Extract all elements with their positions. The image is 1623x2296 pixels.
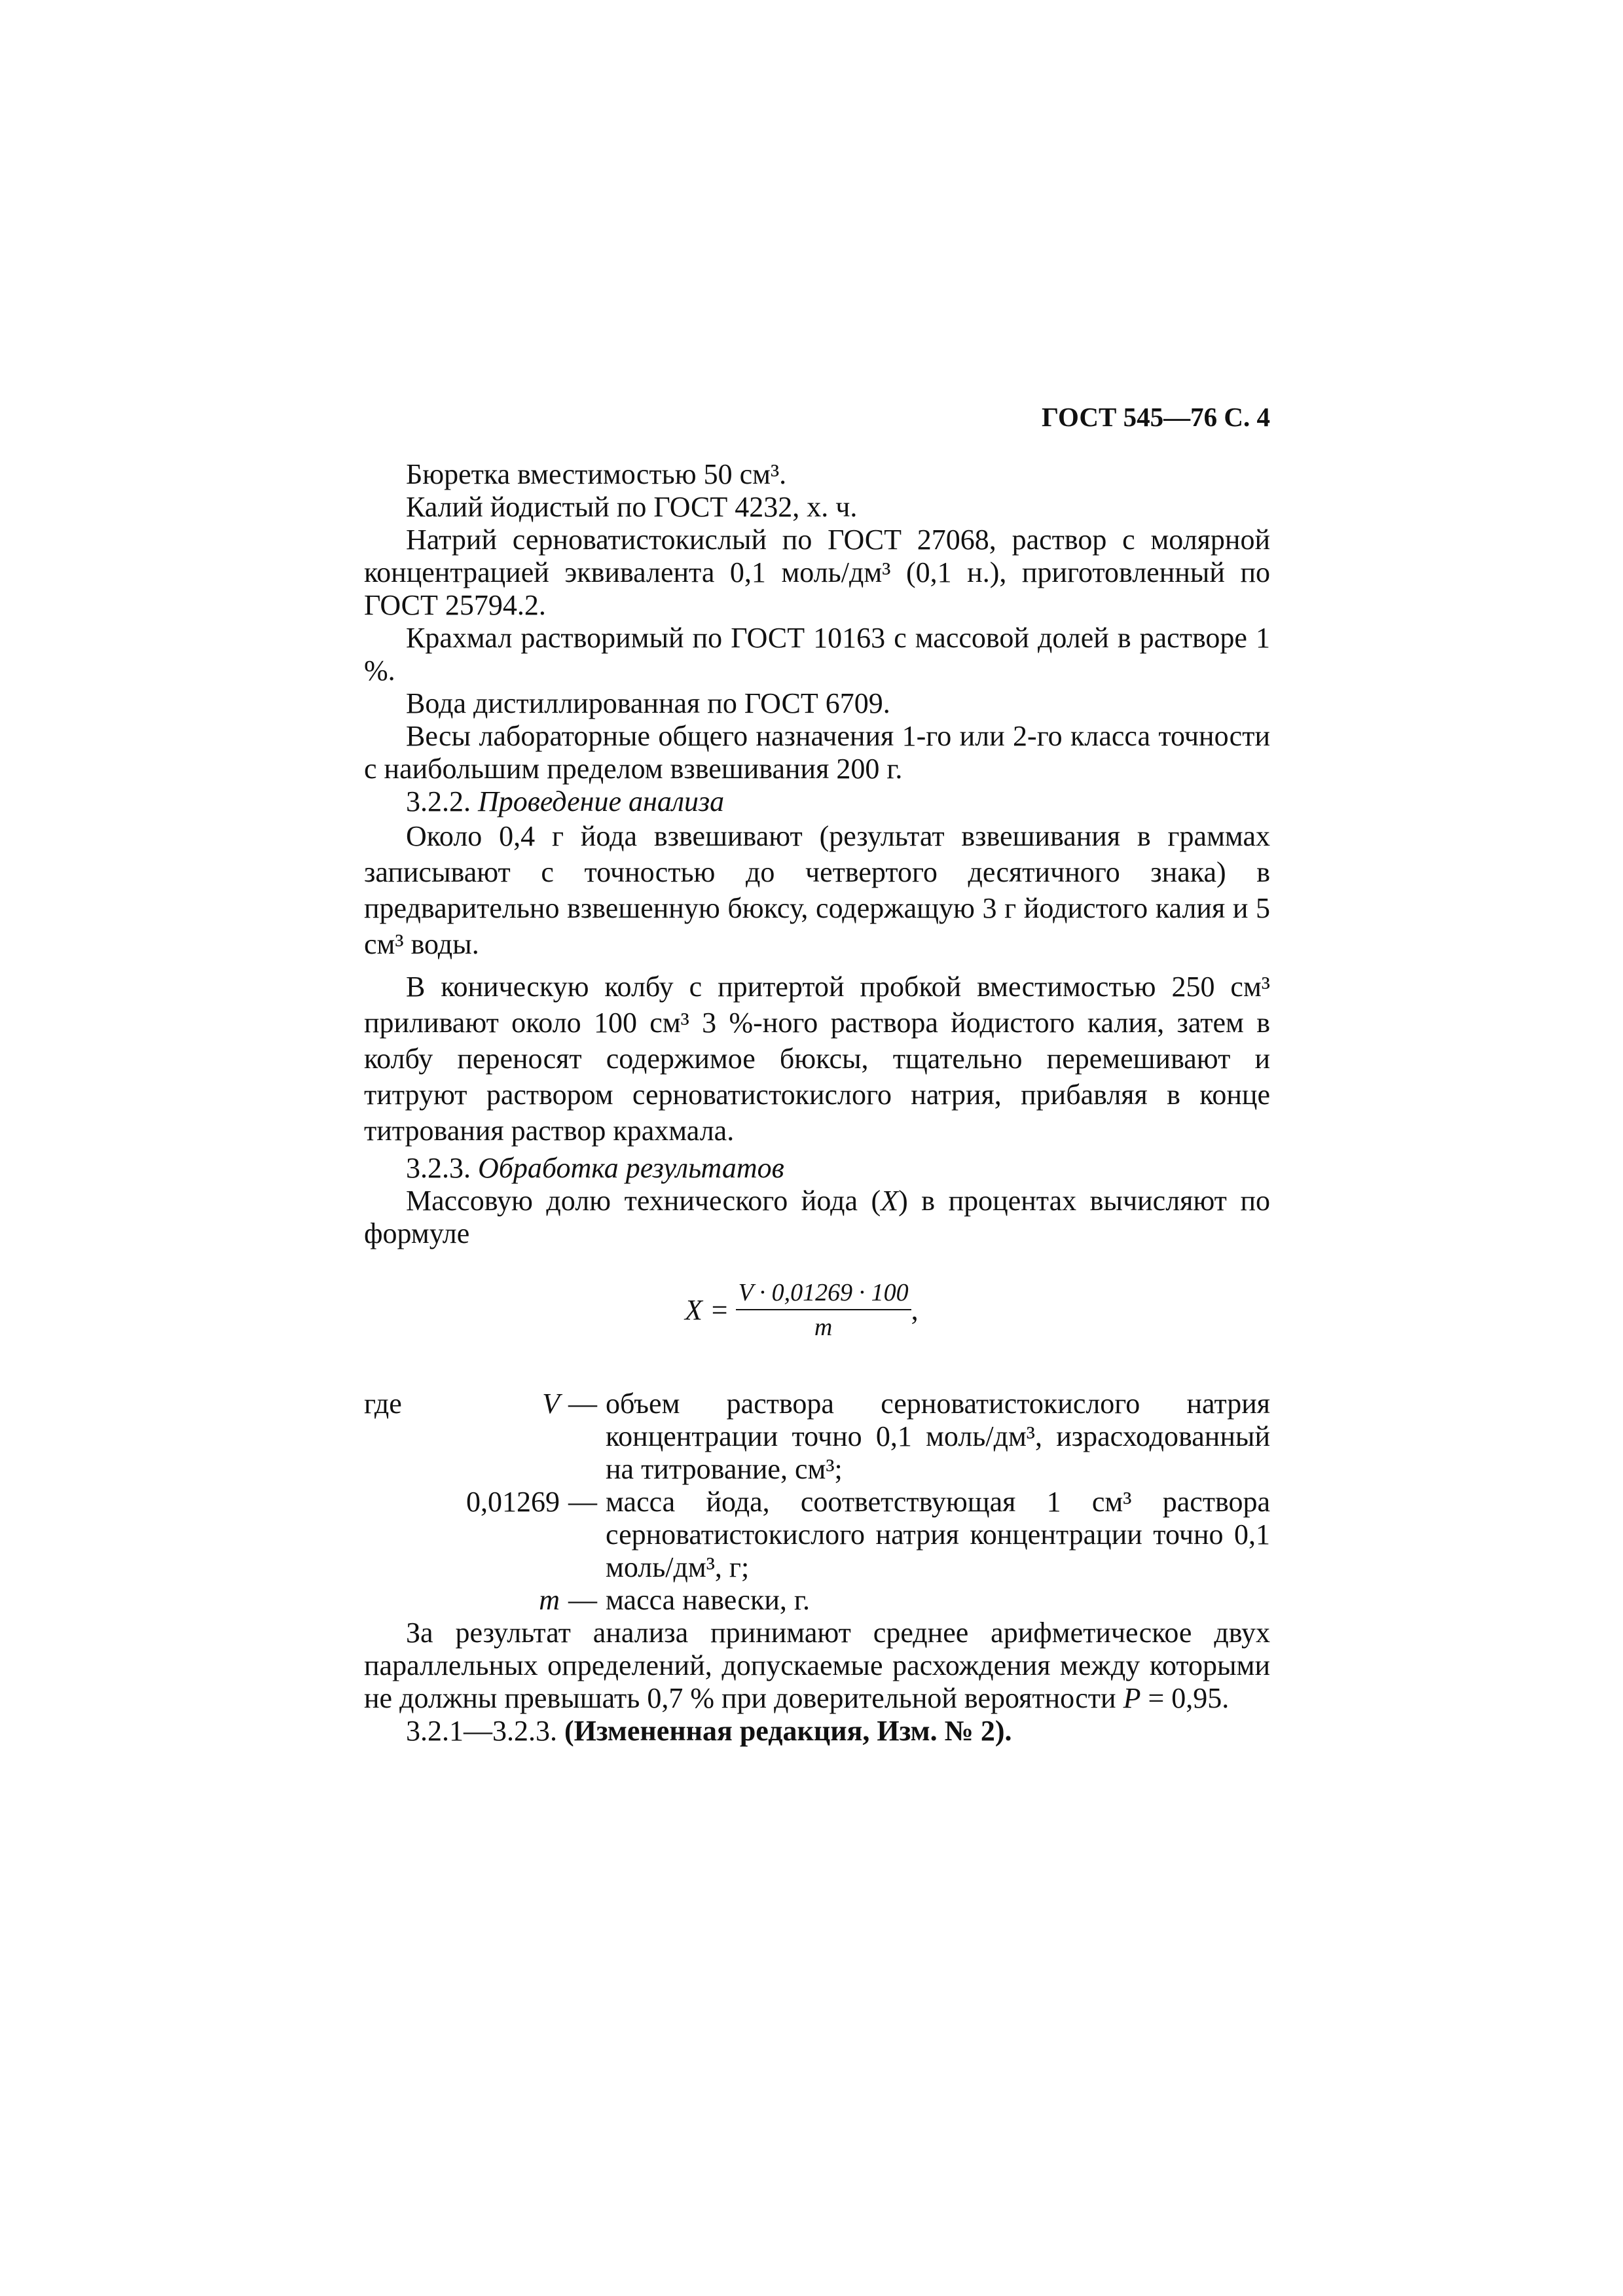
reagent-burette: Бюретка вместимостью 50 см³. <box>406 458 787 490</box>
formula-fraction <box>736 1276 911 1344</box>
formula-comma: , <box>911 1294 919 1326</box>
formula-numerator: V · 0,01269 · 100 <box>736 1276 911 1310</box>
definition-dash: — <box>568 1388 597 1420</box>
paragraph-weighing: Около 0,4 г йода взвешивают (результат взвешивания в граммах записывают с точностью до четвертого десятичного знака) в предварительно взвешенную бюксу, содержащую 3 г йодистого калия и 5 см³ воды. <box>364 820 1270 960</box>
definition-text: объем раствора серноватистокислого натрия концентрации точно 0,1 моль/дм³, израсходованный на титрование, см³; <box>606 1388 1270 1485</box>
definition-symbol: 0,01269 <box>466 1486 560 1518</box>
amendment-range: 3.2.1—3.2.3. <box>406 1715 557 1747</box>
definition-dash: — <box>568 1584 597 1616</box>
section-number: 3.2.3. <box>406 1152 471 1184</box>
reagent-scales: Весы лабораторные общего назначения 1-го или 2-го класса точности с наибольшим пределом взвешивания 200 г. <box>364 720 1270 785</box>
text-run: За результат анализа принимают среднее арифметическое двух параллельных определений, допускаемые расхождения между которыми не должны превышать 0,7 % при доверительной вероятности <box>364 1617 1270 1714</box>
symbol-v: V <box>542 1388 560 1420</box>
definition-row <box>364 1388 1270 1486</box>
paragraph-formula-intro <box>364 1185 1270 1250</box>
running-header: ГОСТ 545—76 С. 4 <box>1041 402 1270 432</box>
formula-block <box>364 1276 1270 1361</box>
paragraph-result <box>364 1617 1270 1715</box>
definition-text: масса йода, соответствующая 1 см³ раствора серноватистокислого натрия концентрации точно 0,1 моль/дм³, г; <box>606 1486 1270 1583</box>
section-title: Обработка результатов <box>478 1152 784 1184</box>
spacer-cell <box>364 1486 466 1584</box>
definition-row <box>364 1486 1270 1584</box>
paragraph-titration: В коническую колбу с притертой пробкой вместимостью 250 см³ приливают около 100 см³ 3 %-ного раствора йодистого калия, затем в колбу переносят содержимое бюксы, тщательно перемешивают и титруют раствором серноватистокислого натрия, прибавляя в конце титрования раствор крахмала. <box>364 971 1270 1147</box>
definition-symbol <box>466 1388 560 1486</box>
definition-text: масса навески, г. <box>606 1584 810 1616</box>
definition-row <box>364 1584 1270 1617</box>
definition-dash: — <box>568 1486 597 1518</box>
section-heading-3-2-2 <box>364 785 1270 818</box>
section-heading-3-2-3 <box>364 1152 1270 1185</box>
text-run: ) в процентах вычисляют по формуле <box>364 1185 1271 1249</box>
definitions-table <box>364 1388 1270 1617</box>
section-number: 3.2.2. <box>406 785 471 817</box>
text-run: Массовую долю технического йода ( <box>406 1185 881 1217</box>
formula-denominator: m <box>814 1314 833 1341</box>
where-label: где <box>364 1388 402 1420</box>
formula <box>685 1276 919 1344</box>
amendment-label: (Измененная редакция, Изм. № 2). <box>564 1715 1012 1747</box>
reagent-starch: Крахмал растворимый по ГОСТ 10163 с массовой долей в растворе 1 %. <box>364 622 1270 687</box>
reagent-potassium-iodide: Калий йодистый по ГОСТ 4232, х. ч. <box>406 491 858 523</box>
amendment-note <box>364 1715 1270 1748</box>
document-body <box>364 458 1270 1748</box>
symbol-m: m <box>539 1584 560 1616</box>
definition-symbol <box>466 1584 560 1617</box>
section-title: Проведение анализа <box>478 785 725 817</box>
variable-x: X <box>881 1185 899 1217</box>
text-run: = 0,95. <box>1140 1682 1230 1714</box>
spacer-cell <box>364 1584 466 1617</box>
reagent-distilled-water: Вода дистиллированная по ГОСТ 6709. <box>406 687 890 719</box>
reagent-sodium-thiosulfate: Натрий серноватистокислый по ГОСТ 27068, раствор с молярной концентрацией эквивалента 0,1 моль/дм³ (0,1 н.), приготовленный по ГОСТ 25794.2. <box>364 524 1270 621</box>
formula-lhs: X = <box>685 1294 729 1326</box>
variable-p: P <box>1123 1682 1141 1714</box>
